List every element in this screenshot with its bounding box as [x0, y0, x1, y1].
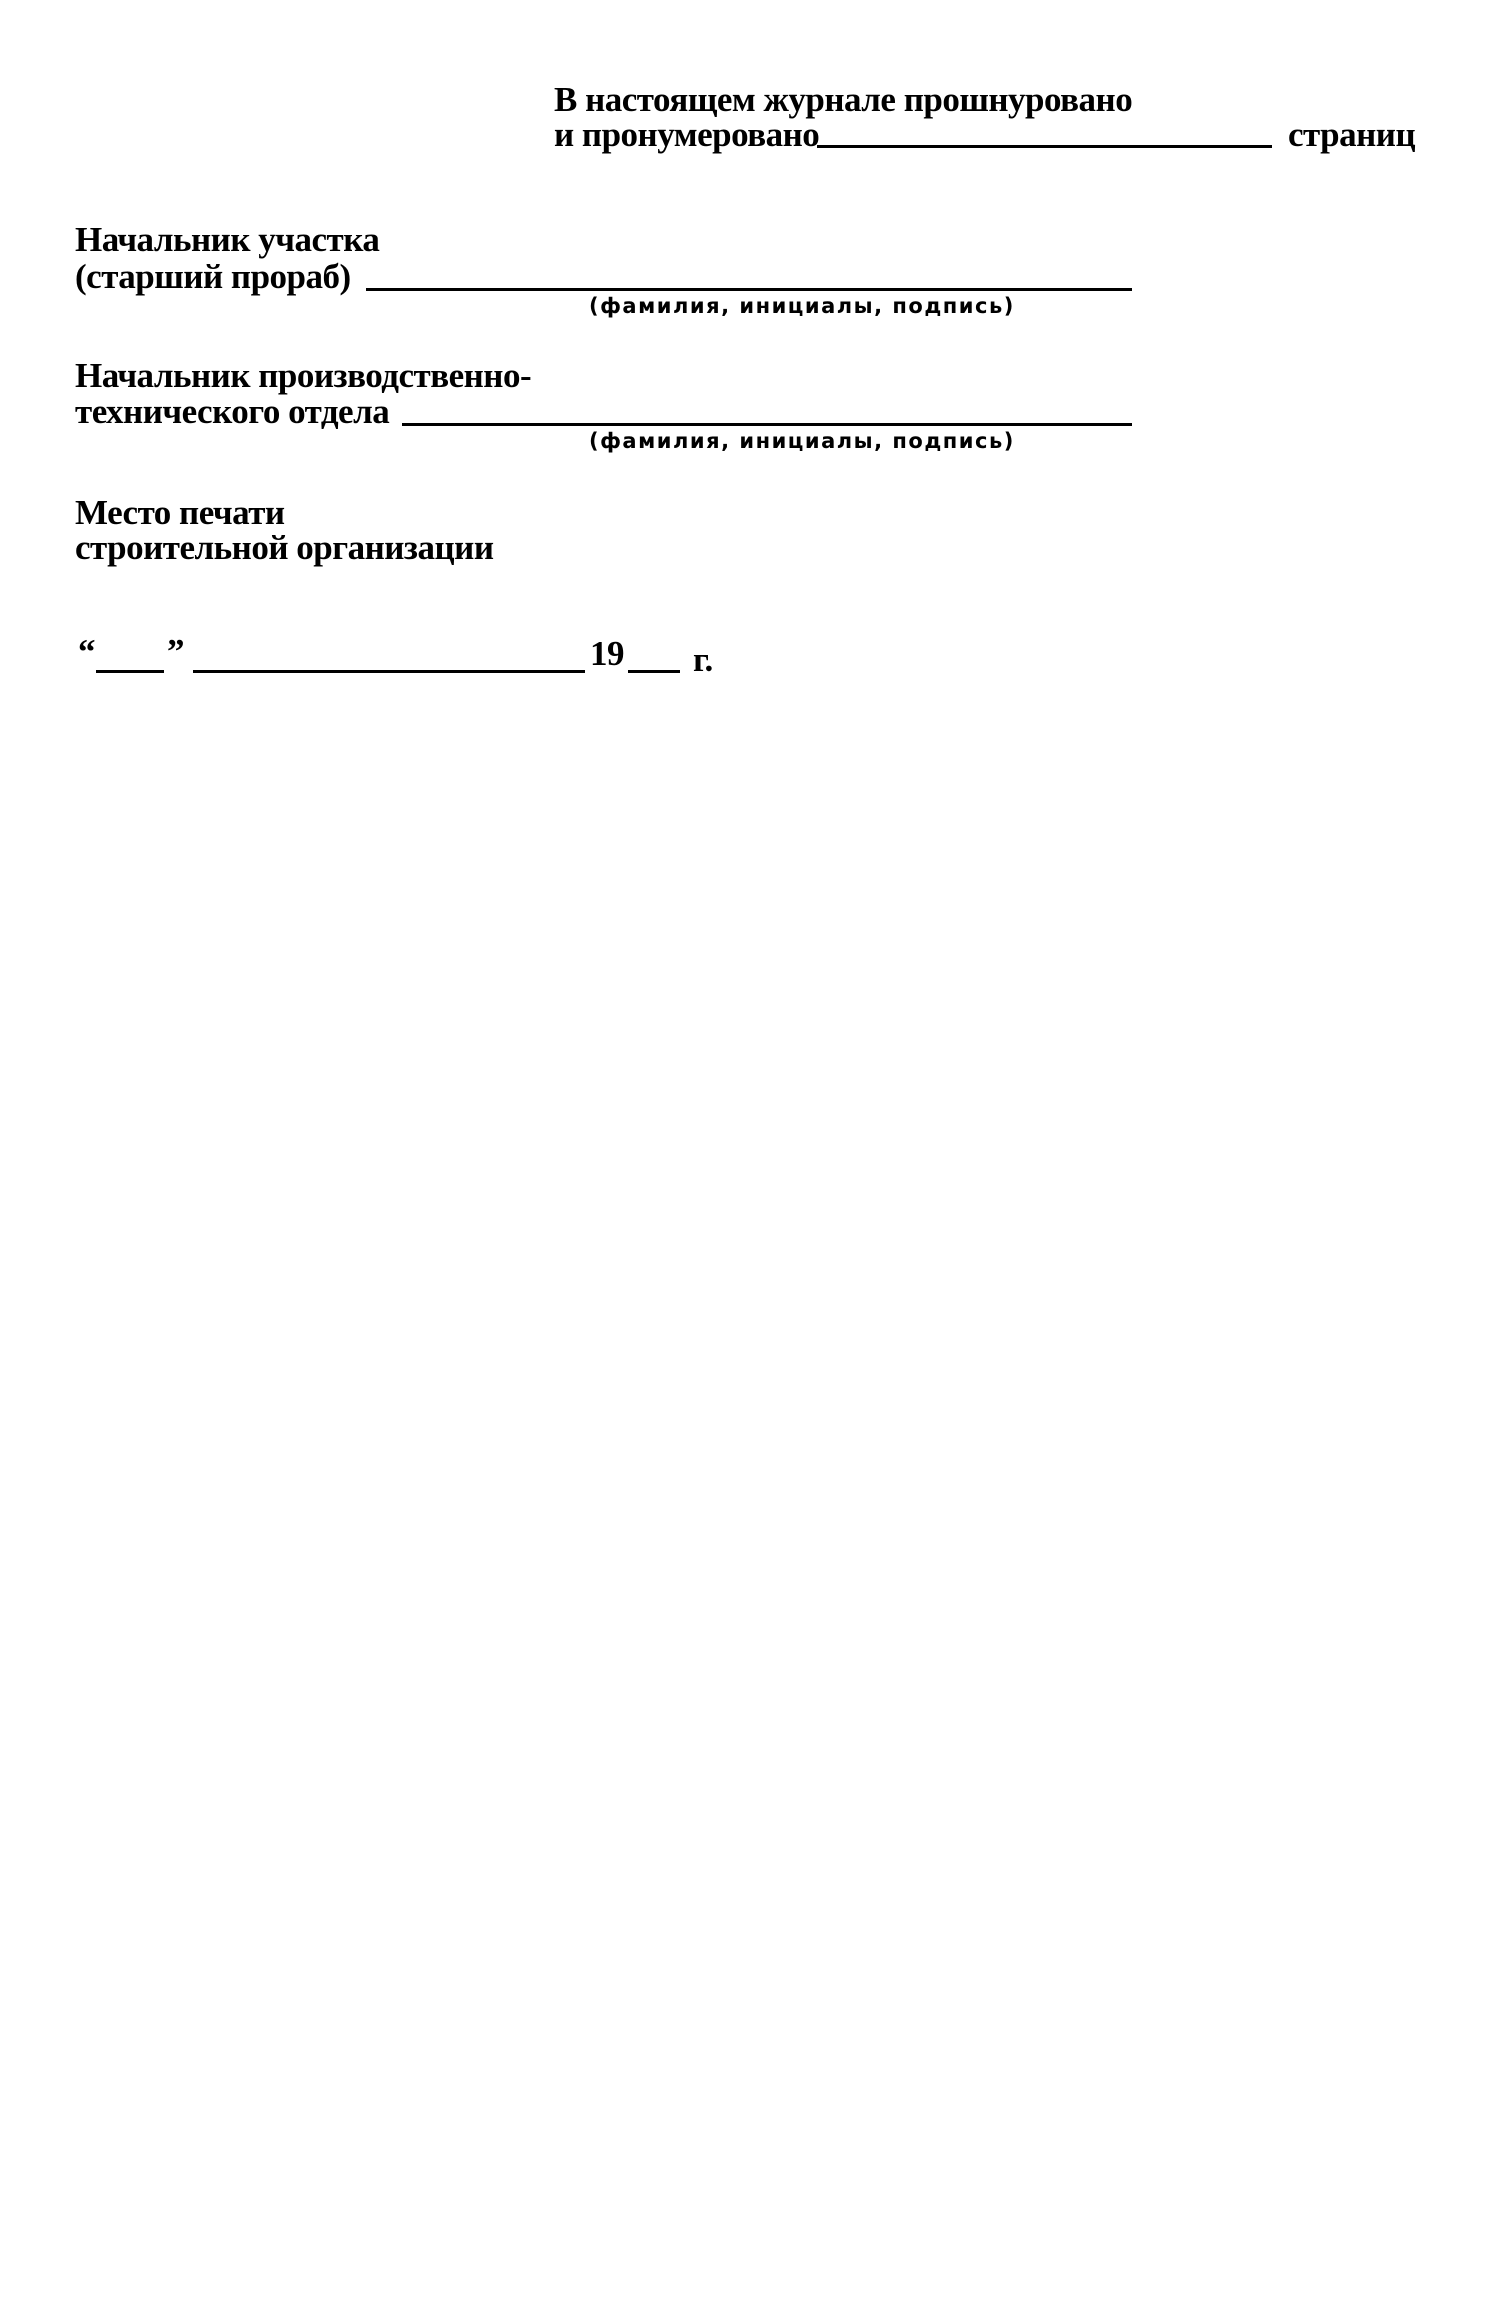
- section-chief-label-line2: (старший прораб): [75, 257, 351, 296]
- page-count-field[interactable]: [817, 145, 1272, 148]
- date-month-field[interactable]: [193, 670, 585, 673]
- pto-chief-label-line1: Начальник производственно-: [75, 356, 532, 395]
- section-chief-label-line1: Начальник участка: [75, 220, 380, 259]
- stamp-label-line2: строительной организации: [75, 528, 494, 567]
- date-close-quote: ”: [167, 632, 184, 671]
- pto-chief-signature-field[interactable]: [402, 423, 1132, 426]
- section-chief-signature-hint: (фамилия, инициалы, подпись): [589, 294, 1015, 318]
- binding-note-line2-prefix: и пронумеровано: [554, 115, 820, 154]
- stamp-label-line1: Место печати: [75, 493, 285, 532]
- pto-chief-label-line2: технического отдела: [75, 392, 390, 431]
- date-year-suffix: г.: [693, 640, 713, 679]
- binding-note-line1: В настоящем журнале прошнуровано: [554, 80, 1133, 119]
- binding-note-line2-suffix: страниц: [1288, 115, 1416, 154]
- date-year-prefix: 19: [590, 634, 624, 673]
- date-day-field[interactable]: [96, 670, 164, 673]
- section-chief-signature-field[interactable]: [366, 288, 1132, 291]
- date-open-quote: “: [78, 632, 95, 671]
- date-year-field[interactable]: [628, 670, 680, 673]
- pto-chief-signature-hint: (фамилия, инициалы, подпись): [589, 429, 1015, 453]
